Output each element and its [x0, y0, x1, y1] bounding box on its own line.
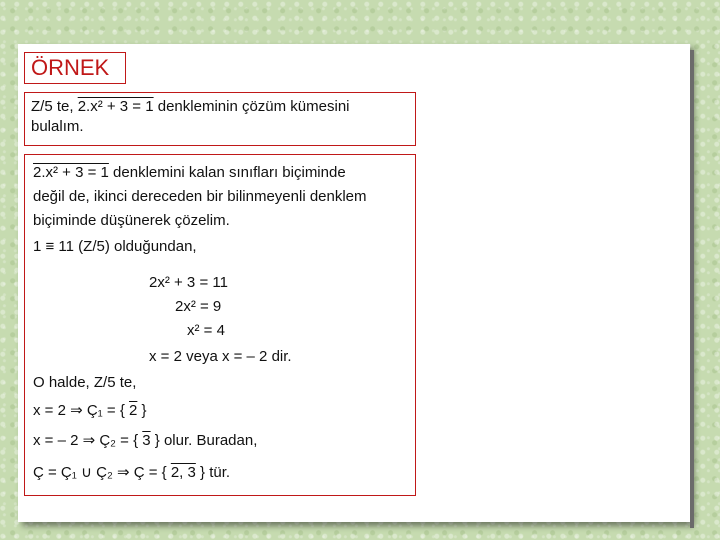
step-1: 2x² + 3 = 11 — [149, 274, 228, 291]
solution-line-2: değil de, ikinci dereceden bir bilinmeyenli denklem — [33, 188, 367, 205]
solution-line-6 — [33, 401, 147, 421]
question-text-a: Z/5 te, — [31, 98, 78, 115]
solution-equation: 2.x² + 3 = 1 — [33, 164, 109, 181]
question-line2: bulalım. — [31, 118, 84, 135]
slide — [18, 44, 690, 522]
solution-box — [24, 154, 416, 496]
solution-line-5: O halde, Z/5 te, — [33, 374, 137, 391]
step-2: 2x² = 9 — [175, 298, 222, 315]
solution-line-8-post: } tür. — [195, 464, 231, 481]
step-3: x² = 4 — [187, 322, 225, 339]
step-4: x = 2 veya x = – 2 dir. — [149, 348, 292, 365]
solution-line-6-pre: x = 2 ⇒ Ç₁ = { — [33, 402, 130, 419]
solution-line-7-post: } olur. Buradan, — [150, 432, 258, 449]
solution-line-6-value: 2 — [129, 402, 138, 419]
solution-line-4: 1 ≡ 11 (Z/5) olduğundan, — [33, 238, 197, 255]
question-equation: 2.x² + 3 = 1 — [77, 98, 154, 115]
slide-title: ÖRNEK — [24, 52, 126, 84]
slide-edge — [690, 50, 694, 528]
solution-line-8-pre: Ç = Ç₁ ∪ Ç₂ ⇒ Ç = { — [33, 464, 171, 481]
question-text-b: denkleminin çözüm kümesini — [153, 98, 350, 115]
solution-line-6-post: } — [137, 402, 147, 419]
solution-line-8-value: 2, 3 — [170, 464, 196, 481]
solution-line-8 — [33, 463, 230, 483]
solution-line-1-text: denklemini kalan sınıfları biçiminde — [108, 164, 346, 181]
question-box — [24, 92, 416, 146]
solution-line-7 — [33, 431, 257, 451]
solution-line-7-pre: x = – 2 ⇒ Ç₂ = { — [33, 432, 143, 449]
solution-line-3: biçiminde düşünerek çözelim. — [33, 212, 230, 229]
solution-line-1 — [33, 163, 346, 183]
solution-line-7-value: 3 — [142, 432, 151, 449]
